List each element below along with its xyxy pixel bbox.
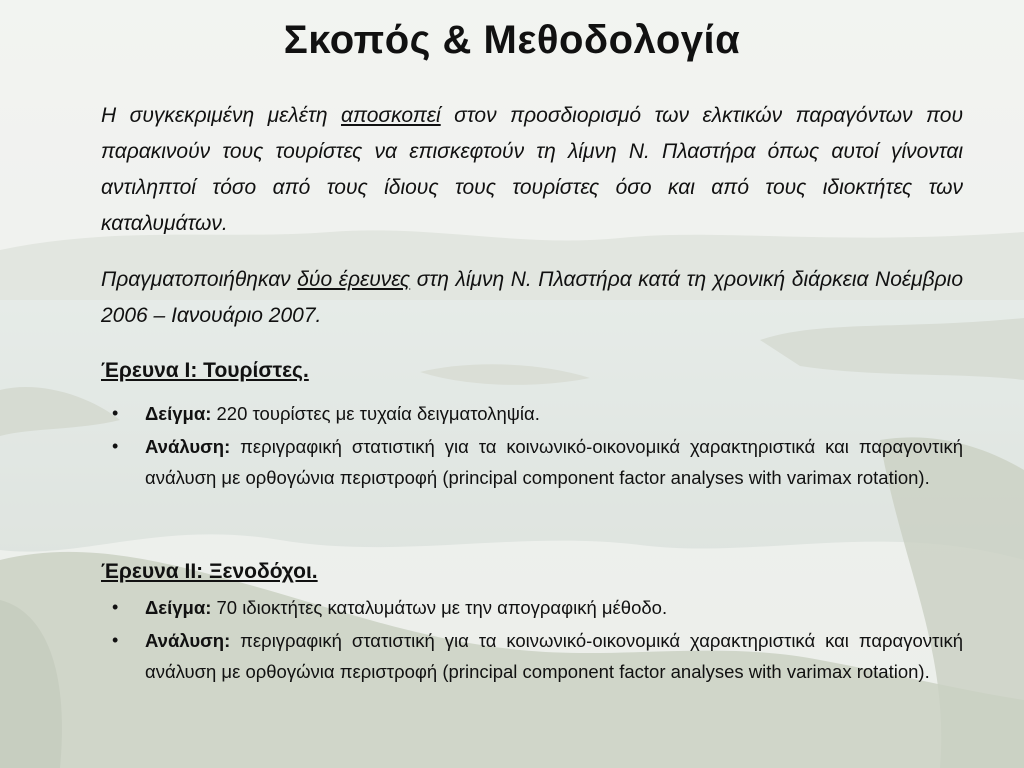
survey1-heading: Έρευνα Ι: Τουρίστες. [101,359,309,382]
surveys-underlined-phrase: δύο έρευνες [297,268,411,291]
list-item [112,398,963,429]
intro-text-start: Η συγκεκριμένη μελέτη [101,104,341,127]
bullet-label: Δείγμα: [145,403,212,424]
survey1-bullet-list [112,398,963,495]
bullet-label: Δείγμα: [145,597,212,618]
intro-text-end: στον προσδιορισμό των ελκτικών παραγόντων που παρακινούν τους τουρίστες να επισκεφτούν τη λίμνη Ν. Πλαστήρα όπως αυτοί γίνονται αντιληπτοί τόσο από τους ίδιους τους τουρίστες όσο και από τους ιδιοκτήτες των καταλυμάτων. [101,104,963,235]
list-item [112,625,963,687]
surveys-paragraph [101,262,963,334]
intro-paragraph [101,98,963,242]
slide-title: Σκοπός & Μεθοδολογία [283,18,741,62]
list-item [112,431,963,493]
bullet-icon: • [112,630,119,650]
bullet-text: 220 τουρίστες με τυχαία δειγματοληψία. [211,403,540,424]
list-item [112,592,963,623]
surveys-text-start: Πραγματοποιήθηκαν [101,268,298,291]
bullet-label: Ανάλυση: [145,630,231,651]
bullet-label: Ανάλυση: [145,436,231,457]
bullet-icon: • [112,436,119,456]
survey2-bullet-list [112,592,963,689]
bullet-icon: • [112,403,119,423]
bullet-text: περιγραφική στατιστική για τα κοινωνικό-οικονομικά χαρακτηριστικά και παραγοντική ανάλυση με ορθογώνια περιστροφή (principal component factor analyses with varimax rotation). [145,630,963,682]
surveys-text-end: στη λίμνη Ν. Πλαστήρα κατά τη χρονική διάρκεια Νοέμβριο 2006 – Ιανουάριο 2007. [101,268,964,327]
bullet-text: 70 ιδιοκτήτες καταλυμάτων με την απογραφική μέθοδο. [211,597,668,618]
bullet-text: περιγραφική στατιστική για τα κοινωνικό-οικονομικά χαρακτηριστικά και παραγοντική ανάλυση με ορθογώνια περιστροφή (principal component factor analyses with varimax rotation). [145,436,963,488]
survey2-heading: Έρευνα ΙΙ: Ξενοδόχοι. [101,560,318,583]
intro-underlined-word: αποσκοπεί [341,104,441,127]
bullet-icon: • [112,597,119,617]
